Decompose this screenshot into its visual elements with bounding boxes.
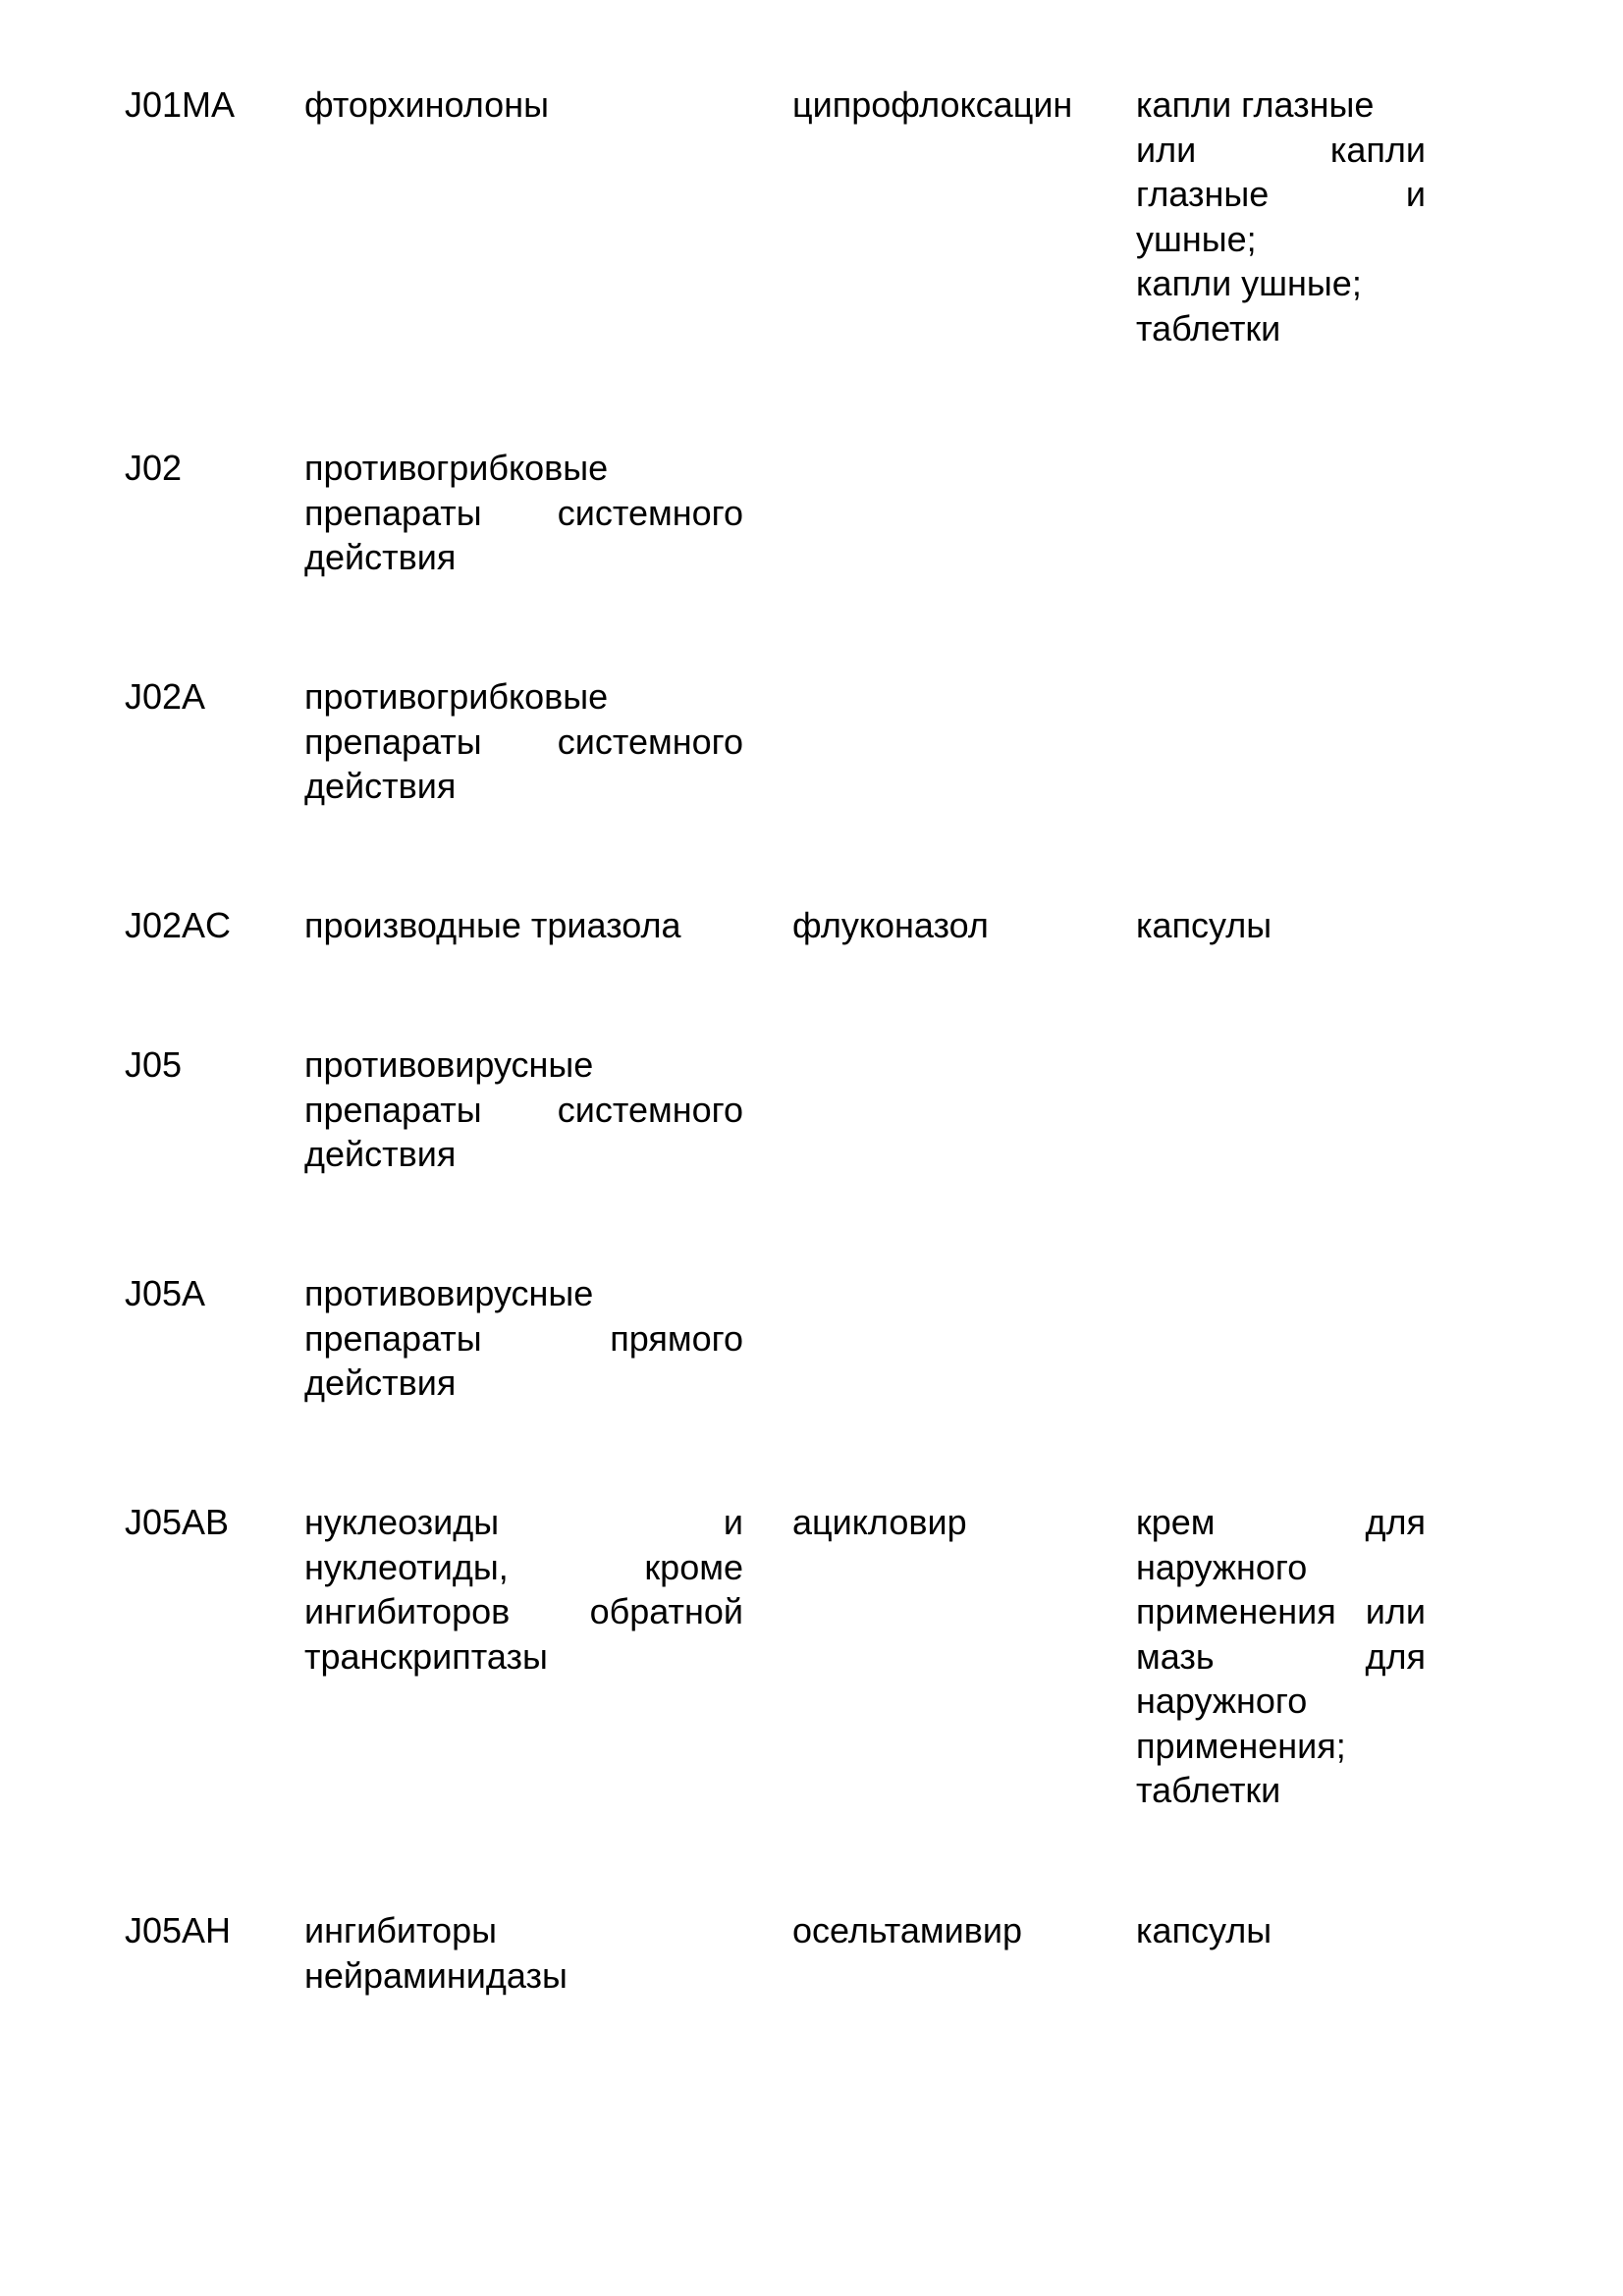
atc-code: J05A [125,1273,206,1313]
drug-name: ацикловир [792,1502,967,1542]
name-line: противогрибковые [304,676,609,717]
name-line: нуклеозиды и [304,1502,743,1542]
form-line: капсулы [1136,1910,1272,1950]
drug-name: осельтамивир [792,1910,1023,1950]
form-line: крем для [1136,1502,1426,1542]
form-line: таблетки [1136,307,1281,348]
name-line: фторхинолоны [304,84,549,125]
atc-code: J02AC [125,905,232,945]
name-line: действия [304,766,457,806]
name-line: препараты системного [304,492,743,533]
form-line: капсулы [1136,905,1272,945]
dosage-form [1136,1500,1426,1813]
atc-group-name [304,1908,743,1998]
dosage-form [1136,1908,1426,1953]
form-line: капли глазные [1136,84,1375,125]
form-line: таблетки [1136,1770,1281,1810]
name-line: действия [304,537,457,577]
name-line: действия [304,1362,457,1403]
form-line: применения; [1136,1725,1346,1766]
form-line: наружного [1136,1681,1308,1721]
form-line: глазные и [1136,174,1426,214]
drug-name: ципрофлоксацин [792,84,1073,125]
atc-group-name [304,1500,743,1679]
name-line: противогрибковые [304,448,609,488]
name-line: транскриптазы [304,1635,548,1677]
name-line: препараты прямого [304,1317,743,1359]
dosage-form [1136,82,1426,350]
name-line: действия [304,1134,457,1174]
name-line: препараты системного [304,1089,743,1130]
atc-code: J05AB [125,1502,230,1542]
name-line: препараты системного [304,721,743,762]
atc-code: J02A [125,676,206,717]
form-line: или капли [1136,129,1426,170]
atc-group-name [304,1271,743,1406]
form-line: капли ушные; [1136,263,1362,303]
name-line: нейраминидазы [304,1954,568,1996]
name-line: ингибиторы [304,1910,497,1950]
drug-name: флуконазол [792,905,989,945]
atc-group-name [304,674,743,809]
name-line: нуклеотиды, кроме [304,1546,743,1587]
form-line: мазь для [1136,1635,1426,1677]
atc-code: J01MA [125,84,236,125]
atc-group-name [304,1042,743,1177]
form-line: ушные; [1136,218,1257,259]
atc-code: J05 [125,1044,183,1085]
atc-group-name [304,903,743,948]
atc-group-name [304,82,743,128]
atc-group-name [304,446,743,580]
form-line: наружного [1136,1546,1308,1587]
form-line: применения или [1136,1591,1426,1631]
name-line: ингибиторов обратной [304,1591,743,1631]
atc-code: J05AH [125,1910,232,1950]
name-line: противовирусные [304,1044,594,1085]
atc-code: J02 [125,448,183,488]
name-line: противовирусные [304,1273,594,1313]
name-line: производные триазола [304,905,681,945]
dosage-form [1136,903,1426,948]
